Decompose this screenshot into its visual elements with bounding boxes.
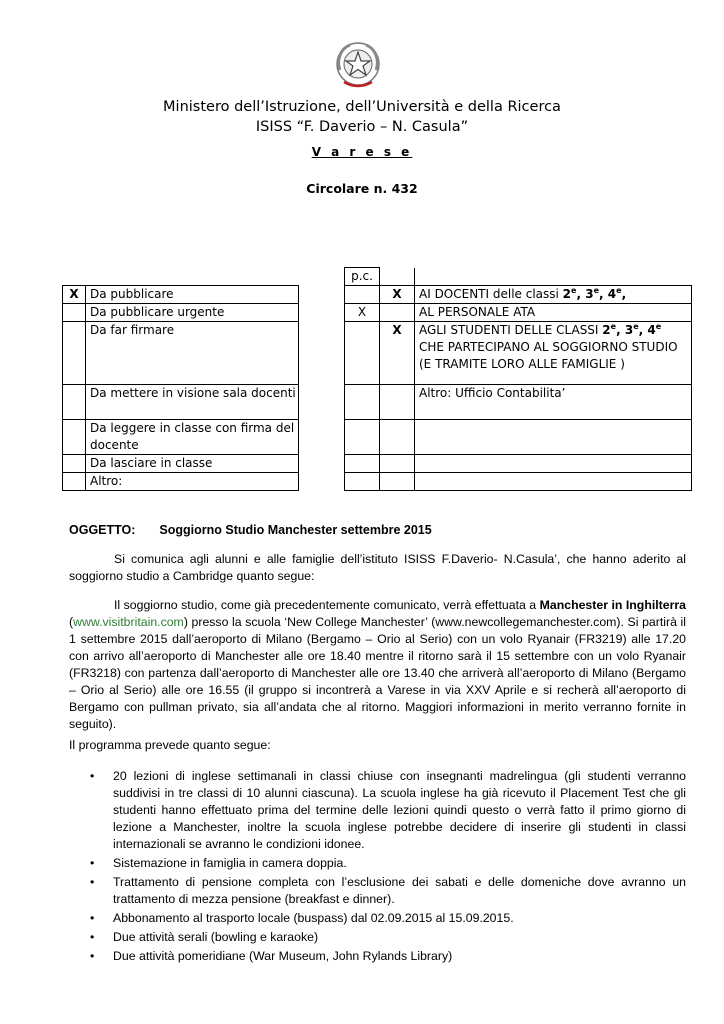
- row-label: Da lasciare in classe: [86, 455, 299, 473]
- list-item: • Abbonamento al trasporto locale (buspass) dal 02.09.2015 al 15.09.2015.: [90, 911, 514, 925]
- pc-header: p.c.: [345, 268, 380, 286]
- bullet-icon: •: [90, 769, 95, 783]
- bullet-icon: •: [90, 875, 95, 889]
- pc-mark: [345, 286, 380, 304]
- program-intro: Il programma prevede quanto segue:: [69, 738, 271, 752]
- table-row: [63, 385, 299, 420]
- recipients-table: [344, 267, 692, 491]
- check-mark: [63, 473, 86, 491]
- row-label: Da far firmare: [86, 322, 299, 385]
- check-mark: X: [380, 322, 415, 385]
- table-header-row: [345, 268, 692, 286]
- check-mark: [380, 455, 415, 473]
- check-mark: X: [380, 286, 415, 304]
- pc-mark: X: [345, 304, 380, 322]
- table-row: [63, 420, 299, 455]
- pc-mark: [345, 455, 380, 473]
- pc-mark: [345, 473, 380, 491]
- table-row: [63, 304, 299, 322]
- recipient-label: AGLI STUDENTI DELLE CLASSI 2e, 3e, 4e CHE PARTECIPANO AL SOGGIORNO STUDIO (E TRAMITE LORO ALLE FAMIGLIE ): [415, 322, 692, 385]
- recipient-label: AI DOCENTI delle classi 2e, 3e, 4e,: [415, 286, 692, 304]
- list-item: • Due attività serali (bowling e karaoke): [90, 930, 319, 944]
- pc-mark: [345, 420, 380, 455]
- destination: Manchester in Inghilterra: [539, 598, 687, 612]
- ministry-title: Ministero dell’Istruzione, dell’Università e della Ricerca: [163, 99, 561, 115]
- table-row: [345, 473, 692, 491]
- check-mark: [63, 455, 86, 473]
- recipient-label: [415, 420, 692, 455]
- bullet-icon: •: [90, 930, 95, 944]
- recipient-label: [415, 455, 692, 473]
- table-row: [345, 455, 692, 473]
- check-mark: [63, 420, 86, 455]
- list-item: • Trattamento di pensione completa con l’esclusione dei sabati e delle domeniche dove avranno un trattamento di mezza pensione (breakfast e dinner).: [90, 875, 686, 906]
- check-mark: X: [63, 286, 86, 304]
- visitbritain-link[interactable]: www.visitbritain.com: [73, 615, 184, 629]
- subject-line: [69, 523, 432, 537]
- class-list: 2e, 3e, 4e,: [562, 286, 627, 301]
- recipient-label: Altro: Ufficio Contabilita’: [415, 385, 692, 420]
- pc-mark: [345, 385, 380, 420]
- check-mark: [380, 473, 415, 491]
- recipient-label: AL PERSONALE ATA: [415, 304, 692, 322]
- class-list: 2e, 3e, 4e: [602, 322, 662, 337]
- bullet-icon: •: [90, 911, 95, 925]
- intro-paragraph: Si comunica agli alunni e alle famiglie dell’istituto ISISS F.Daverio- N.Casula’, che hanno aderito al soggiorno studio a Cambridge quanto segue:: [69, 552, 686, 583]
- check-mark: [380, 420, 415, 455]
- row-label: Da mettere in visione sala docenti: [86, 385, 299, 420]
- table-row: [63, 286, 299, 304]
- list-item: • Sistemazione in famiglia in camera doppia.: [90, 856, 347, 870]
- row-label: Da leggere in classe con firma del docente: [86, 420, 299, 455]
- list-item: • 20 lezioni di inglese settimanali in classi chiuse con insegnanti madrelingua (gli studenti verranno suddivisi in tre classi di 10 alunni ciascuna). La scuola inglese ha già ricevuto il Placement Test che gli studenti hanno effettuato prima del termine delle lezioni quindi questo o verrà fatto il primo giorno di lezione a Manchester, inoltre la scuola inglese potrebbe decidere di inserire gli studenti in classi internazionali se avranno le condizioni idonee.: [90, 769, 686, 851]
- table-row: [63, 473, 299, 491]
- bullet-icon: •: [90, 856, 95, 870]
- check-mark: [63, 385, 86, 420]
- table-row: [63, 322, 299, 385]
- emblem-of-italy-icon: [332, 40, 384, 92]
- details-paragraph: Il soggiorno studio, come già precedentemente comunicato, verrà effettuata a Manchester in Inghilterra (www.visitbritain.com) presso la scuola ‘New College Manchester’ (www.newcollegemanchester.com). Si partirà il 1 settembre 2015 dall’aeroporto di Milano (Bergamo – Orio al Serio) con un volo Ryanair (FR3219) alle 17.20 con arrivo all’aeroporto di Manchester alle ore 18.40 mentre il ritorno sarà il 15 settembre con un volo Ryanair (FR3218) con partenza dall’aeroporto di Manchester alle ore 13.40 che arriverà all’aeroporto di Milano (Bergamo – Orio al Serio) alle ore 16.55 (il gruppo si incontrerà a Varese in via XXV Aprile e si recherà all’aeroporto di Bergamo con pullman privato, sia all’andata che al ritorno. Maggiori informazioni in merito verranno fornite in seguito).: [69, 598, 687, 731]
- pc-mark: [345, 322, 380, 385]
- table-row: [345, 304, 692, 322]
- city-title: V a r e s e: [311, 145, 413, 159]
- list-item: • Due attività pomeridiane (War Museum, John Rylands Library): [90, 949, 453, 963]
- row-label: Da pubblicare: [86, 286, 299, 304]
- subject-text: Soggiorno Studio Manchester settembre 2015: [159, 523, 432, 537]
- row-label: Altro:: [86, 473, 299, 491]
- recipient-label: [415, 473, 692, 491]
- table-row: [345, 385, 692, 420]
- row-label: Da pubblicare urgente: [86, 304, 299, 322]
- check-mark: [380, 304, 415, 322]
- table-row: [345, 286, 692, 304]
- table-row: [345, 322, 692, 385]
- table-row: [63, 455, 299, 473]
- distribution-table: [62, 285, 299, 491]
- circular-number: Circolare n. 432: [306, 181, 418, 196]
- check-mark: [380, 385, 415, 420]
- subject-label: OGGETTO:: [69, 523, 136, 537]
- table-row: [345, 420, 692, 455]
- check-mark: [63, 322, 86, 385]
- school-title: ISISS “F. Daverio – N. Casula”: [255, 119, 469, 135]
- program-list: [69, 768, 686, 967]
- bullet-icon: •: [90, 949, 95, 963]
- check-mark: [63, 304, 86, 322]
